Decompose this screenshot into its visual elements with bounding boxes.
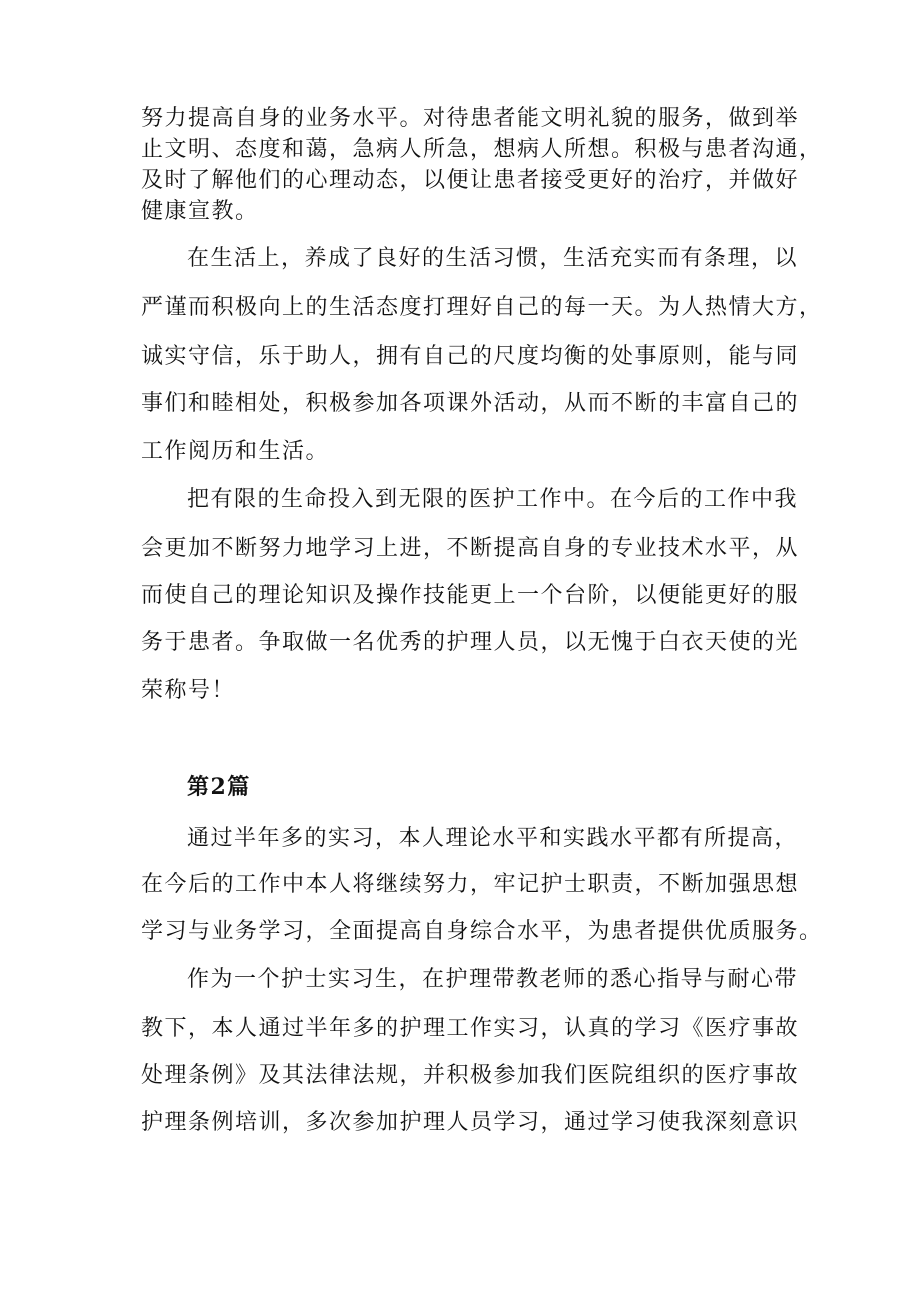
paragraph-3-line-3: 而使自己的理论知识及操作技能更上一个台阶，以便能更好的服: [141, 583, 800, 608]
paragraph-2-line-4: 事们和睦相处，积极参加各项课外活动，从而不断的丰富自己的: [141, 391, 800, 416]
paragraph-3-line-5: 荣称号！: [141, 678, 236, 703]
section-paragraph-1-line-2: 在今后的工作中本人将继续努力，牢记护士职责，不断加强思想: [141, 872, 800, 897]
paragraph-2-line-5: 工作阅历和生活。: [141, 439, 330, 464]
paragraph-2-line-3: 诚实守信，乐于助人，拥有自己的尺度均衡的处事原则，能与同: [141, 344, 800, 369]
section-paragraph-1-line-1: 通过半年多的实习，本人理论水平和实践水平都有所提高，: [187, 826, 799, 851]
paragraph-3-line-4: 务于患者。争取做一名优秀的护理人员，以无愧于白衣天使的光: [141, 630, 800, 655]
paragraph-1-line-2: 止文明、态度和蔼，急病人所急，想病人所想。积极与患者沟通，: [141, 137, 823, 162]
paragraph-3-line-1: 把有限的生命投入到无限的医护工作中。在今后的工作中我: [187, 487, 799, 512]
paragraph-2-line-1: 在生活上，养成了良好的生活习惯，生活充实而有条理，以: [187, 246, 799, 271]
section-paragraph-2-line-1: 作为一个护士实习生，在护理带教老师的悉心指导与耐心带: [187, 967, 799, 992]
section-paragraph-1-line-3: 学习与业务学习，全面提高自身综合水平，为患者提供优质服务。: [141, 919, 823, 944]
section-heading: 第2篇: [187, 774, 251, 800]
paragraph-2-line-2: 严谨而积极向上的生活态度打理好自己的每一天。为人热情大方，: [141, 295, 823, 320]
section-paragraph-2-line-2: 教下，本人通过半年多的护理工作实习，认真的学习《医疗事故: [141, 1016, 800, 1041]
paragraph-1-line-4: 健康宣教。: [141, 199, 259, 224]
section-paragraph-2-line-3: 处理条例》及其法律法规，并积极参加我们医院组织的医疗事故: [141, 1063, 800, 1088]
section-paragraph-2-line-4: 护理条例培训，多次参加护理人员学习，通过学习使我深刻意识: [141, 1110, 800, 1135]
paragraph-3-line-2: 会更加不断努力地学习上进，不断提高自身的专业技术水平，从: [141, 536, 800, 561]
paragraph-1-line-1: 努力提高自身的业务水平。对待患者能文明礼貌的服务，做到举: [141, 106, 800, 131]
paragraph-1-line-3: 及时了解他们的心理动态，以便让患者接受更好的治疗，并做好: [141, 168, 800, 193]
